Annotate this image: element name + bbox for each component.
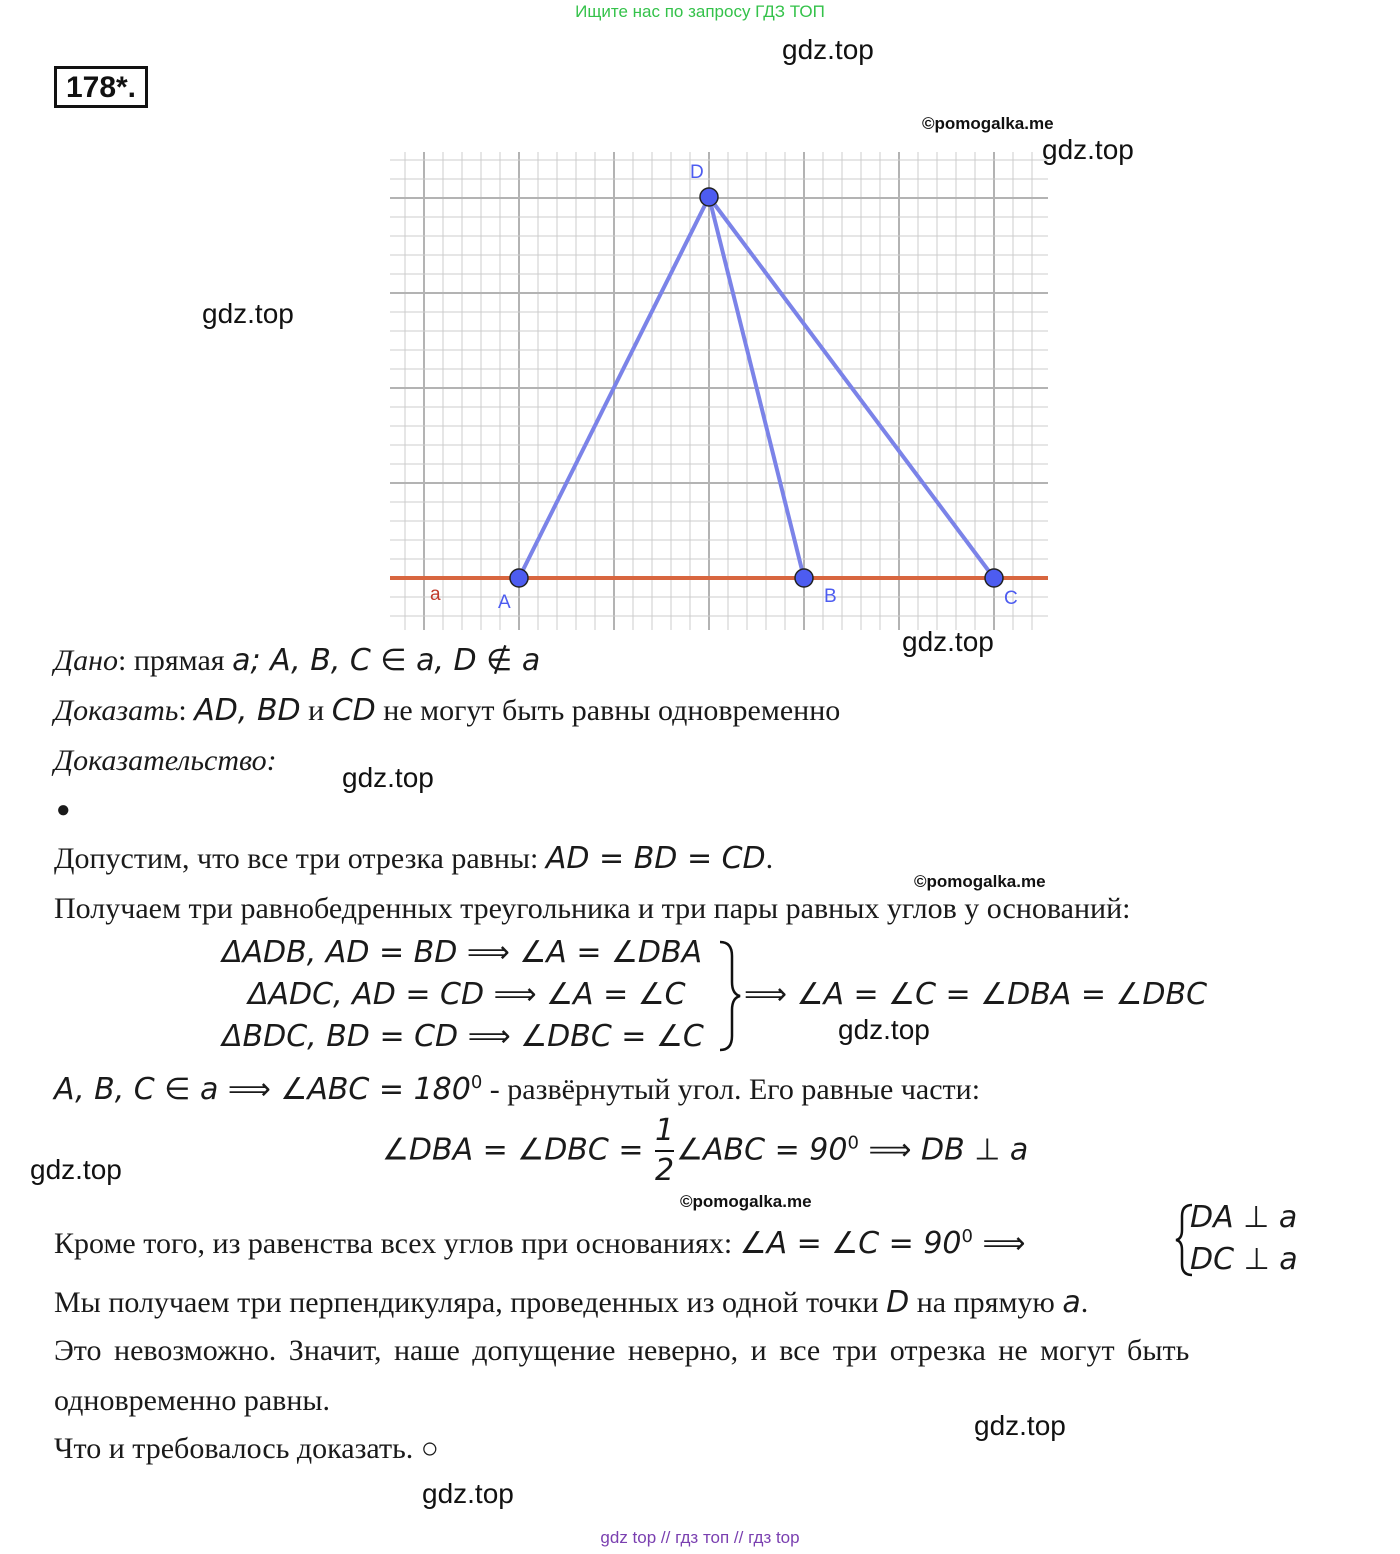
perp-system-2: DC ⊥ a (1190, 1242, 1298, 1277)
given-math: a; A, B, C ∈ a, D ∉ a (232, 643, 541, 678)
task-number: 178*. (54, 66, 148, 108)
watermark-gdz: gdz.top (422, 1478, 514, 1509)
proof-line-6: Это невозможно. Значит, наше допущение неверно, и все три отрезка не могут быть (54, 1334, 1190, 1367)
prove-math2: CD (331, 693, 376, 728)
proof-label: Доказательство: (54, 744, 277, 777)
watermark-gdz: gdz.top (30, 1154, 122, 1185)
proof-line-8: Что и требовалось доказать. ○ (54, 1432, 439, 1465)
point-b (795, 569, 813, 587)
prove-line (54, 694, 840, 728)
watermark-gdz: gdz.top (202, 298, 294, 329)
right-brace (718, 938, 742, 1054)
system-line-2: ΔADC, AD = CD ⟹ ∠A = ∠C (248, 977, 686, 1012)
system-line-1: ΔADB, AD = BD ⟹ ∠A = ∠DBA (222, 935, 703, 970)
fraction: $\frac{1}{2}$ (655, 1113, 675, 1188)
label-c: C (1004, 588, 1018, 609)
point-d (700, 188, 718, 206)
given-label: Дано (54, 644, 118, 677)
bullet: ● (56, 797, 71, 823)
label-d: D (690, 162, 704, 183)
proof-line-5: Мы получаем три перпендикуляра, проведенных из одной точки D на прямую a. (54, 1285, 1089, 1320)
watermark-gdz: gdz.top (342, 762, 434, 793)
prove-sep: : (178, 694, 195, 727)
system-line-3: ΔBDC, BD = CD ⟹ ∠DBC = ∠C (222, 1019, 704, 1054)
watermark-gdz: gdz.top (974, 1410, 1066, 1441)
watermark-gdz: gdz.top (782, 34, 874, 65)
geometry-figure (380, 150, 1060, 640)
system-result: ⟹ ∠A = ∠C = ∠DBA = ∠DBC (744, 977, 1208, 1012)
point-c (985, 569, 1003, 587)
grid (390, 152, 1048, 630)
equation-line: ∠DBA = ∠DBC = $\frac{1}{2}$ ∠ABC = $90^0$ ⟹ DB ⊥ a (382, 1113, 1029, 1188)
label-b: B (824, 586, 837, 607)
watermark-gdz: gdz.top (1042, 134, 1134, 165)
watermark-pomogalka: ©pomogalka.me (680, 1192, 812, 1211)
watermark-pomogalka: ©pomogalka.me (922, 114, 1054, 133)
proof-line-2: Получаем три равнобедренных треугольника и три пары равных углов у оснований: (54, 892, 1131, 925)
given-text: : прямая (117, 644, 233, 677)
watermark-gdz: gdz.top (902, 626, 994, 657)
prove-math1: AD, BD (194, 693, 301, 728)
proof-line-7: одновременно равны. (54, 1384, 331, 1417)
watermark-gdz: gdz.top (838, 1014, 930, 1045)
proof-line-1: Допустим, что все три отрезка равны: AD = BD = CD. (54, 841, 774, 876)
footer-links: gdz top // гдз топ // гдз top (600, 1528, 800, 1547)
prove-rest: не могут быть равны одновременно (375, 694, 841, 727)
perp-system-1: DA ⊥ a (1190, 1200, 1298, 1235)
proof-line-3: A, B, C ∈ a ⟹ ∠ABC = $180^0$ - развёрнутый угол. Его равные части: (54, 1072, 981, 1107)
label-a: A (498, 592, 511, 613)
proof-line-4: Кроме того, из равенства всех углов при основаниях: ∠A = ∠C = $90^0$ ⟹ (54, 1226, 1026, 1261)
point-a (510, 569, 528, 587)
watermark-pomogalka: ©pomogalka.me (914, 872, 1046, 891)
search-hint: Ищите нас по запросу ГДЗ ТОП (575, 2, 825, 21)
label-line-a: a (430, 584, 441, 605)
prove-and: и (300, 694, 332, 727)
prove-label: Доказать (54, 694, 179, 727)
given-line (54, 644, 540, 678)
